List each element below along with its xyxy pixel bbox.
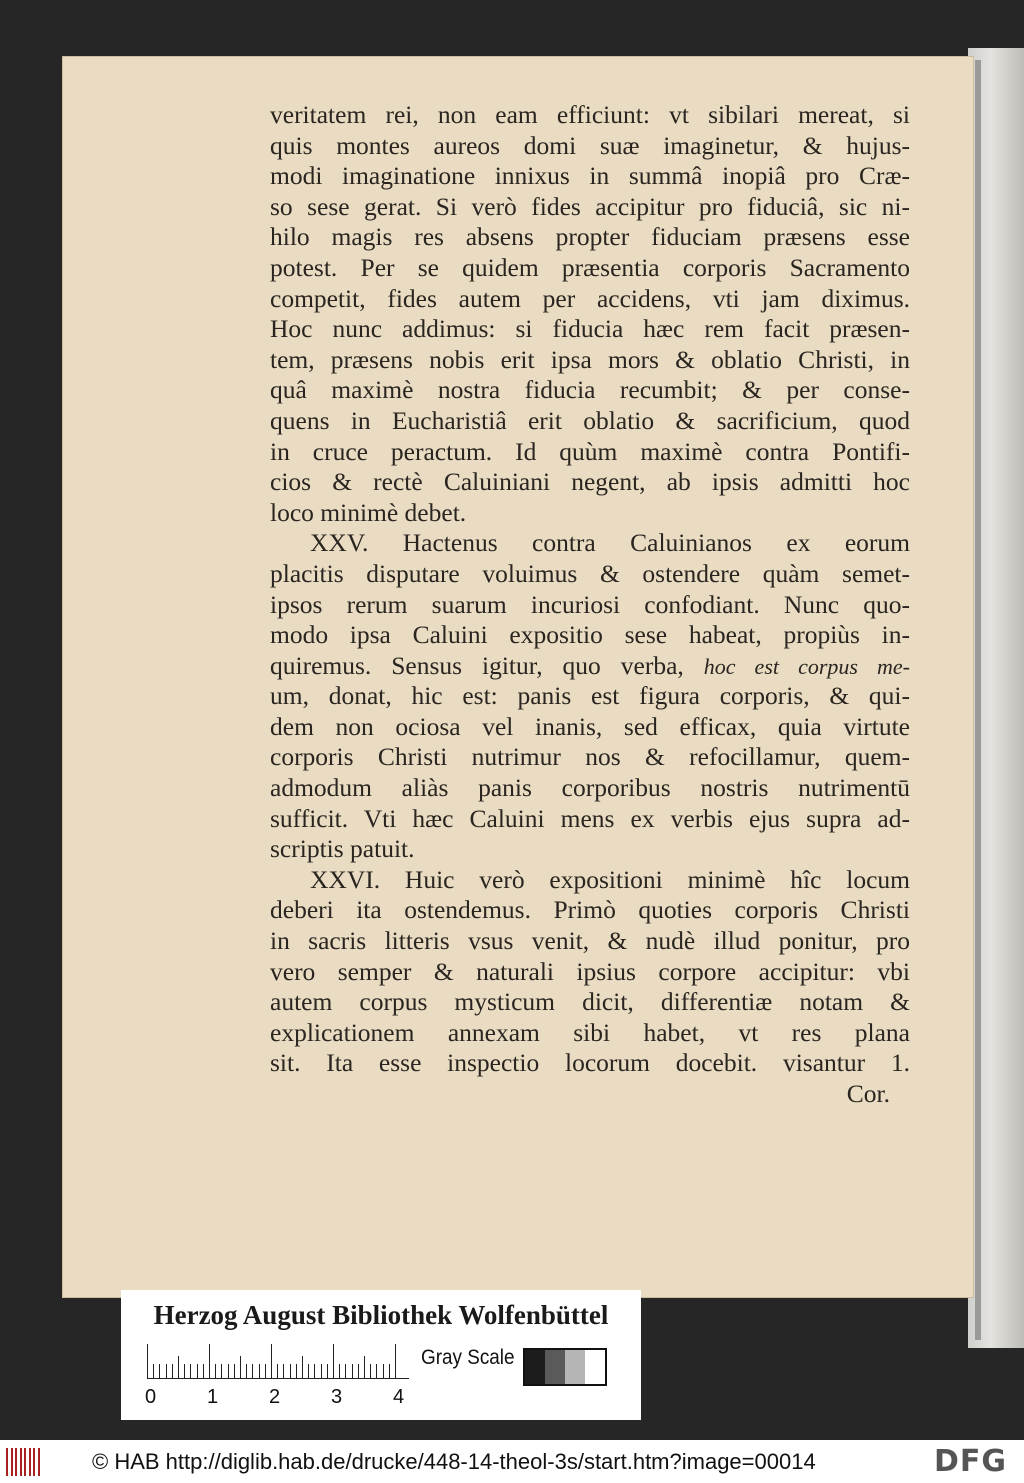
- page-fold-shadow: [975, 60, 981, 1340]
- ruler-numbers: [141, 1386, 441, 1410]
- text-line-12: in cruce peractum. Id quùm maximè contra Pontifi-: [270, 436, 910, 466]
- barcode-bar: [20, 1448, 22, 1476]
- italic-phrase: hoc est corpus me-: [703, 653, 910, 679]
- ruler-tick: [221, 1364, 222, 1378]
- gray-scale-swatches: [523, 1348, 607, 1386]
- text-line-19-main: quiremus. Sensus igitur, quo verba,: [270, 650, 684, 680]
- ruler-tick: [178, 1356, 179, 1378]
- text-line-29: vero semper & naturali ipsius corpore accipitur: vbi: [270, 956, 910, 986]
- ruler-tick: [352, 1364, 353, 1378]
- ruler-tick: [184, 1364, 185, 1378]
- text-line-4: so sese gerat. Si verò fides accipitur pro fiduciâ, sic ni-: [270, 191, 910, 221]
- text-line-27: deberi ita ostendemus. Primò quoties corporis Christi: [270, 895, 910, 925]
- ruler-tick: [345, 1364, 346, 1378]
- barcode-bar: [29, 1448, 31, 1476]
- gray-swatch: [565, 1350, 585, 1384]
- text-line-9: tem, præsens nobis erit ipsa mors & oblatio Christi, in: [270, 344, 910, 374]
- ruler-tick: [302, 1356, 303, 1378]
- ruler-tick: [376, 1364, 377, 1378]
- page-text: [270, 100, 910, 1110]
- text-line-25: scriptis patuit.: [270, 834, 415, 864]
- barcode-bar: [11, 1448, 13, 1476]
- ruler-tick: [370, 1364, 371, 1378]
- text-line-31: explicationem annexam sibi habet, vt res plana: [270, 1017, 910, 1047]
- text-line-18: modo ipsa Caluini expositio sese habeat, propiùs in-: [270, 620, 910, 650]
- ruler-tick: [358, 1364, 359, 1378]
- barcode-bar: [6, 1448, 8, 1476]
- text-line-28: in sacris litteris vsus venit, & nudè illud ponitur, pro: [270, 926, 910, 956]
- text-line-14: loco minimè debet.: [270, 497, 467, 527]
- text-line-11: quens in Eucharistiâ erit oblatio & sacrificium, quod: [270, 405, 910, 435]
- ruler-tick: [234, 1364, 235, 1378]
- ruler-tick: [277, 1364, 278, 1378]
- text-line-16: placitis disputare voluimus & ostendere quàm semet-: [270, 558, 910, 588]
- gray-swatch: [525, 1350, 545, 1384]
- ruler-tick: [271, 1344, 272, 1378]
- ruler-tick: [246, 1364, 247, 1378]
- ruler-tick: [333, 1344, 334, 1378]
- text-line-15: XXV. Hactenus contra Caluinianos ex eorum: [310, 528, 910, 558]
- ruler-number: 4: [393, 1386, 405, 1408]
- gray-scale-label: Gray Scale: [421, 1346, 515, 1369]
- ruler-tick: [153, 1364, 154, 1378]
- ruler-tick: [339, 1364, 340, 1378]
- ruler-tick: [159, 1364, 160, 1378]
- ruler-tick: [265, 1364, 266, 1378]
- ruler-tick: [308, 1364, 309, 1378]
- ruler-tick: [314, 1364, 315, 1378]
- text-line-19: [270, 651, 910, 682]
- ruler-tick: [364, 1356, 365, 1378]
- ruler-tick: [197, 1364, 198, 1378]
- text-line-30: autem corpus mysticum dicit, differentiæ notam &: [270, 987, 910, 1017]
- hab-barcode-icon: [6, 1448, 44, 1476]
- text-line-3: modi imaginatione innixus in summâ inopiâ pro Cræ-: [270, 161, 910, 191]
- ruler-tick: [172, 1364, 173, 1378]
- text-line-7: competit, fides autem per accidens, vti jam diximus.: [270, 283, 910, 313]
- ruler-tick: [203, 1364, 204, 1378]
- barcode-bar: [15, 1448, 17, 1476]
- ruler-number: 3: [331, 1386, 343, 1408]
- gray-swatch: [545, 1350, 565, 1384]
- ruler-tick: [389, 1364, 390, 1378]
- text-line-5: hilo magis res absens propter fiduciam præsens esse: [270, 222, 910, 252]
- ruler-tick: [190, 1364, 191, 1378]
- ruler-tick: [228, 1364, 229, 1378]
- text-line-1: veritatem rei, non eam efficiunt: vt sibilari mereat, si: [270, 100, 910, 129]
- ruler-number: 0: [145, 1386, 157, 1408]
- text-line-26: XXVI. Huic verò expositioni minimè hîc locum: [310, 864, 910, 894]
- text-line-17: ipsos rerum suarum incuriosi confodiant. Nunc quo-: [270, 589, 910, 619]
- text-line-21: dem non ociosa vel inanis, sed efficax, quia virtute: [270, 711, 910, 741]
- ruler-number: 2: [269, 1386, 281, 1408]
- ruler-tick: [395, 1344, 396, 1378]
- text-line-6: potest. Per se quidem præsentia corporis Sacramento: [270, 252, 910, 282]
- ruler-tick: [259, 1364, 260, 1378]
- barcode-bar: [24, 1448, 26, 1476]
- ruler-tick: [252, 1364, 253, 1378]
- text-line-2: quis montes aureos domi suæ imaginetur, & hujus-: [270, 130, 910, 160]
- ruler-tick: [327, 1364, 328, 1378]
- ruler-number: 1: [207, 1386, 219, 1408]
- text-line-22: corporis Christi nutrimur nos & refocillamur, quem-: [270, 742, 910, 772]
- text-line-23: admodum aliàs panis corporibus nostris nutrimentū: [270, 773, 910, 803]
- text-line-20: um, donat, hic est: panis est figura corporis, & qui-: [270, 681, 910, 711]
- ruler-tick: [290, 1364, 291, 1378]
- library-name: Herzog August Bibliothek Wolfenbüttel: [153, 1300, 609, 1330]
- text-line-8: Hoc nunc addimus: si fiducia hæc rem facit præsen-: [270, 314, 910, 344]
- ruler-tick: [321, 1364, 322, 1378]
- text-line-24: sufficit. Vti hæc Caluini mens ex verbis ejus supra ad-: [270, 803, 910, 833]
- ruler-tick: [166, 1364, 167, 1378]
- library-color-card: [121, 1290, 641, 1420]
- dfg-logo: DFG: [934, 1444, 1008, 1479]
- text-line-32: sit. Ita esse inspectio locorum docebit. visantur 1.: [270, 1048, 910, 1078]
- barcode-bar: [33, 1448, 35, 1476]
- footer-bar: [0, 1440, 1024, 1483]
- gray-swatch: [585, 1350, 605, 1384]
- ruler-tick: [283, 1364, 284, 1378]
- barcode-bar: [38, 1448, 40, 1476]
- ruler-tick: [296, 1364, 297, 1378]
- ruler-tick: [209, 1344, 210, 1378]
- scale-ruler: [147, 1344, 409, 1379]
- catchword: Cor.: [846, 1079, 890, 1108]
- ruler-tick: [240, 1356, 241, 1378]
- footer-source-link[interactable]: © HAB http://diglib.hab.de/drucke/448-14-theol-3s/start.htm?image=00014: [92, 1449, 816, 1474]
- ruler-tick: [147, 1344, 148, 1378]
- ruler-tick: [383, 1364, 384, 1378]
- ruler-tick: [215, 1364, 216, 1378]
- text-line-13: cios & rectè Caluiniani negent, ab ipsis admitti hoc: [270, 467, 910, 497]
- text-line-10: quâ maximè nostra fiducia recumbit; & per conse-: [270, 375, 910, 405]
